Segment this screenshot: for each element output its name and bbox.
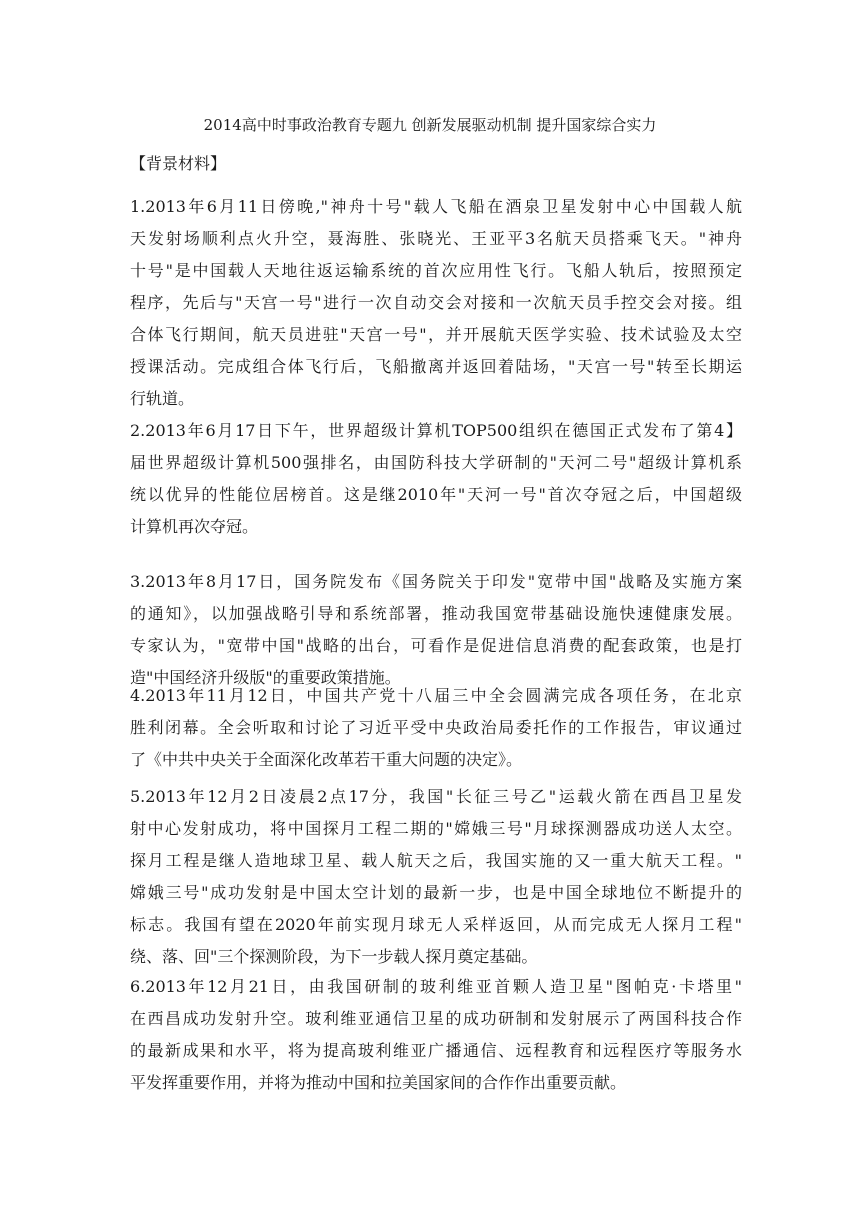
- document-title: 2014高中时事政治教育专题九 创新发展驱动机制 提升国家综合实力: [203, 116, 657, 134]
- paragraph-line: 在西昌成功发射升空。玻利维亚通信卫星的成功研制和发射展示了两国科技合作: [130, 1009, 742, 1028]
- paragraph-line: 6.2013年12月21日，由我国研制的玻利维亚首颗人造卫星"图帕克·卡塔里": [130, 977, 742, 996]
- paragraph-line: 1.2013年6月11日傍晚,"神舟十号"载人飞船在酒泉卫星发射中心中国载人航: [130, 197, 742, 216]
- paragraph-line: 3.2013年8月17日，国务院发布《国务院关于印发"宽带中国"战略及实施方案: [130, 572, 742, 591]
- paragraph-line: 探月工程是继人造地球卫星、载人航天之后，我国实施的又一重大航天工程。": [130, 851, 742, 870]
- paragraph-line: 标志。我国有望在2020年前实现月球无人采样返回，从而完成无人探月工程": [130, 915, 742, 934]
- paragraph-line: 的最新成果和水平，将为提高玻利维亚广播通信、远程教育和远程医疗等服务水: [130, 1041, 742, 1060]
- paragraph-line: 专家认为，"宽带中国"战略的出台，可看作是促进信息消费的配套政策，也是打: [130, 636, 742, 655]
- paragraph-line: 行轨道。: [130, 389, 195, 408]
- paragraph-line: 统以优异的性能位居榜首。这是继2010年"天河一号"首次夺冠之后，中国超级: [130, 485, 742, 504]
- paragraph-6: [130, 971, 742, 1099]
- paragraph-line: 造"中国经济升级版"的重要政策措施。: [130, 668, 401, 687]
- paragraph-line: 合体飞行期间，航天员进驻"天宫一号"，并开展航天医学实验、技术试验及太空: [130, 325, 742, 344]
- section-heading: 【背景材料】: [130, 154, 227, 173]
- paragraph-3: [130, 566, 742, 694]
- paragraph-line: 届世界超级计算机500强排名，由国防科技大学研制的"天河二号"超级计算机系: [130, 453, 742, 472]
- paragraph-line: 绕、落、回"三个探测阶段，为下一步载人探月奠定基础。: [130, 947, 538, 966]
- paragraph-5: [130, 781, 742, 973]
- paragraph-line: 5.2013年12月2日凌晨2点17分，我国"长征三号乙"运载火箭在西昌卫星发: [130, 787, 742, 806]
- paragraph-line: 嫦娥三号"成功发射是中国太空计划的最新一步，也是中国全球地位不断提升的: [130, 883, 742, 902]
- paragraph-line: 天发射场顺利点火升空，聂海胜、张晓光、王亚平3名航天员搭乘飞天。"神舟: [130, 229, 742, 248]
- paragraph-line: 计算机再次夺冠。: [130, 517, 259, 536]
- paragraph-line: 授课活动。完成组合体飞行后，飞船撤离并返回着陆场，"天宫一号"转至长期运: [130, 357, 742, 376]
- paragraph-line: 十号"是中国载人天地往返运输系统的首次应用性飞行。飞船人轨后，按照预定: [130, 261, 742, 280]
- paragraph-4: [130, 680, 742, 776]
- paragraph-1: [130, 191, 742, 415]
- paragraph-line: 平发挥重要作用，并将为推动中国和拉美国家间的合作作出重要贡献。: [130, 1073, 627, 1092]
- paragraph-line: 了《中共中央关于全面深化改革若干重大问题的决定》。: [130, 750, 523, 769]
- paragraph-line: 的通知》，以加强战略引导和系统部署，推动我国宽带基础设施快速健康发展。: [130, 604, 742, 623]
- paragraph-2: [130, 415, 742, 543]
- paragraph-line: 胜利闭幕。全会听取和讨论了习近平受中央政治局委托作的工作报告，审议通过: [130, 718, 742, 737]
- paragraph-line: 2.2013年6月17日下午，世界超级计算机TOP500组织在德国正式发布了第4】: [130, 421, 742, 440]
- paragraph-line: 程序，先后与"天宫一号"进行一次自动交会对接和一次航天员手控交会对接。组: [130, 293, 742, 312]
- paragraph-line: 4.2013年11月12日，中国共产党十八届三中全会圆满完成各项任务，在北京: [130, 686, 742, 705]
- paragraph-line: 射中心发射成功，将中国探月工程二期的"嫦娥三号"月球探测器成功送人太空。: [130, 819, 742, 838]
